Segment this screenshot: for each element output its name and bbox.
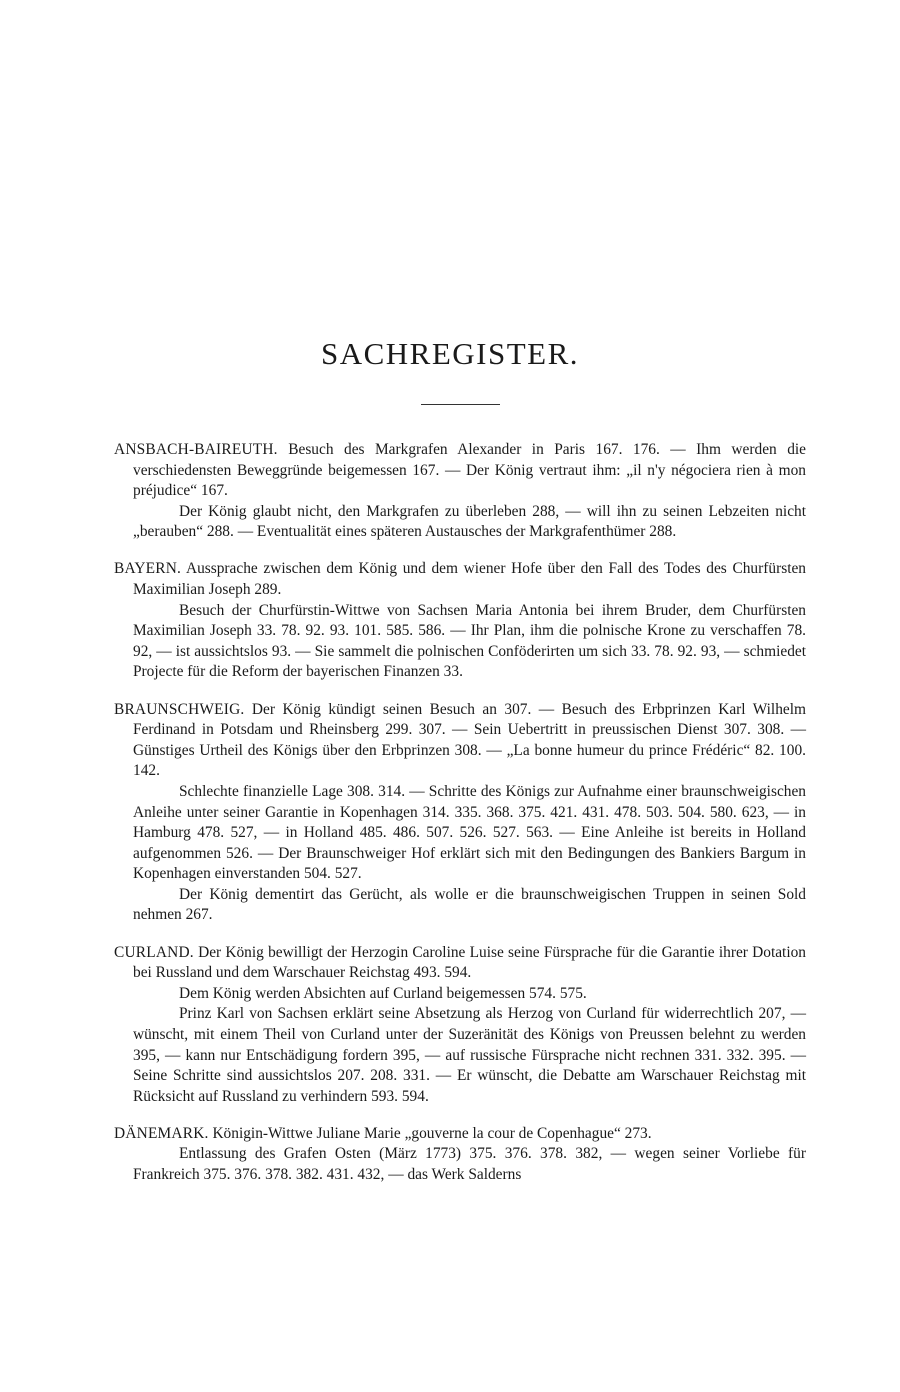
entry-text: Dem König werden Absichten auf Curland beigemessen 574. 575. [179, 984, 587, 1002]
entry-curland [114, 943, 806, 1108]
entry-text: Der König bewilligt der Herzogin Caroline Luise seine Fürsprache für die Garantie ihrer Dotation bei Russland und dem Warschauer Reichstag 493. 594. [133, 943, 806, 982]
entry-daenemark [114, 1124, 806, 1186]
entry-head: ANSBACH-BAIREUTH. [114, 441, 278, 458]
entry-paragraph [114, 1004, 806, 1107]
entry-text: Entlassung des Grafen Osten (März 1773) 375. 376. 378. 382, — wegen seiner Vorliebe für Frankreich 375. 376. 378. 382. 431. 432, — das Werk Salderns [133, 1145, 806, 1183]
entry-bayern [114, 559, 806, 683]
entry-paragraph [114, 700, 806, 782]
entry-text: Schlechte finanzielle Lage 308. 314. — Schritte des Königs zur Aufnahme einer braunschweigischen Anleihe unter seiner Garantie in Kopenhagen 314. 335. 368. 375. 421. 431. 478. 503. 504. 580. 623, — in Hamburg 478. 527, — in Holland 485. 486. 507. 526. 527. 563. — Eine Anleihe ist bereits in Holland aufgenommen 526. — Der Braunschweiger Hof erklärt sich mit den Bedingungen des Bankiers Bargum in Kopenhagen einverstanden 504. 527. [133, 782, 806, 883]
register-entries [114, 440, 806, 1202]
entry-text: Der König kündigt seinen Besuch an 307. — Besuch des Erbprinzen Karl Wilhelm Ferdinand in Potsdam und Rheinsberg 299. 307. — Sein Uebertritt in preussischen Dienst 307. 308. — Günstiges Urtheil des Königs über den Erbprinzen 308. — „La bonne humeur du prince Frédéric“ 82. 100. 142. [133, 700, 806, 780]
entry-text: Prinz Karl von Sachsen erklärt seine Absetzung als Herzog von Curland für widerrechtlich 207, — wünscht, mit einem Theil von Curland unter der Suzeränität des Königs von Preussen belehnt zu werden 395, — kann nur Entschädigung fordern 395, — auf russische Fürsprache nicht rechnen 331. 332. 395. — Seine Schritte sind aussichtslos 207. 208. 331. — Er wünscht, die Debatte am Warschauer Reichstag mit Rücksicht auf Russland zu verhindern 593. 594. [133, 1005, 806, 1105]
entry-paragraph [114, 559, 806, 600]
entry-text: Aussprache zwischen dem König und dem wiener Hofe über den Fall des Todes des Churfürsten Maximilian Joseph 289. [133, 560, 806, 599]
entry-paragraph [114, 984, 806, 1005]
entry-head: BRAUNSCHWEIG. [114, 700, 245, 718]
page-title: SACHREGISTER. [320, 336, 580, 371]
entry-text: Besuch des Markgrafen Alexander in Paris 167. 176. — Ihm werden die verschiedensten Beweggründe beigemessen 167. — Der König vertraut ihm: „il n'y négociera rien à mon préjudice“ 167. [133, 441, 806, 500]
title-rule [421, 404, 500, 405]
entry-text: Der König dementirt das Gerücht, als wolle er die braunschweigischen Truppen in seinen Sold nehmen 267. [133, 885, 806, 924]
entry-text: Der König glaubt nicht, den Markgrafen zu überleben 288, — will ihn zu seinen Lebzeiten nicht „berauben“ 288. — Eventualität eines späteren Austausches der Markgrafenthümer 288. [133, 502, 806, 541]
entry-paragraph [114, 1144, 806, 1185]
entry-text: Königin-Wittwe Juliane Marie „gouverne la cour de Copenhague“ 273. [212, 1124, 652, 1142]
entry-head: BAYERN. [114, 560, 182, 578]
entry-paragraph [114, 885, 806, 926]
entry-paragraph [114, 601, 806, 683]
entry-paragraph [114, 1124, 806, 1145]
entry-paragraph [114, 440, 806, 502]
entry-paragraph [114, 502, 806, 543]
entry-head: DÄNEMARK. [114, 1124, 209, 1142]
entry-paragraph [114, 943, 806, 984]
entry-head: CURLAND. [114, 943, 194, 961]
entry-ansbach-baireuth [114, 440, 806, 543]
entry-braunschweig [114, 700, 806, 927]
entry-text: Besuch der Churfürstin-Wittwe von Sachsen Maria Antonia bei ihrem Bruder, dem Churfürsten Maximilian Joseph 33. 78. 92. 93. 101. 585. 586. — Ihr Plan, ihm die polnische Krone zu verschaffen 78. 92, — ist aussichtslos 93. — Sie sammelt die polnischen Conföderirten um sich 33. 78. 92. 93, — schmiedet Projecte für die Reform der bayerischen Finanzen 33. [133, 601, 806, 681]
entry-paragraph [114, 782, 806, 885]
